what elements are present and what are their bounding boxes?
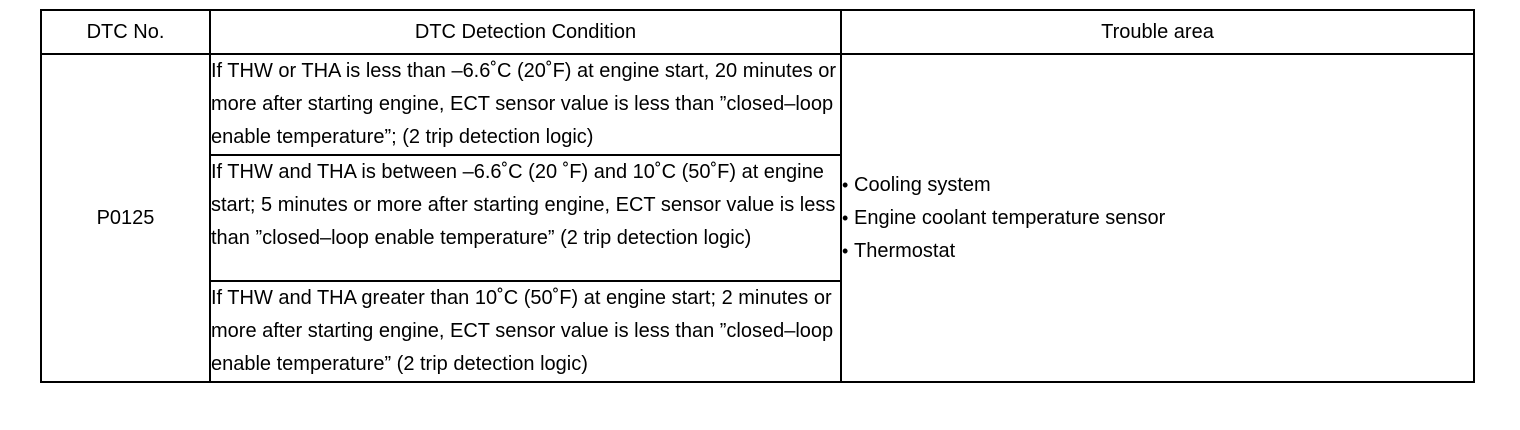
bullet-icon: • xyxy=(842,207,849,228)
dtc-code: P0125 xyxy=(41,54,210,382)
condition-cell: If THW or THA is less than –6.6˚C (20˚F) at engine start, 20 minutes or more after starting engine, ECT sensor value is less than ”closed–loop enable temperature”; (2 trip detection logic) xyxy=(210,54,841,155)
condition-cell: If THW and THA is between –6.6˚C (20 ˚F) and 10˚C (50˚F) at engine start; 5 minutes or more after starting engine, ECT sensor value is less than ”closed–loop enable temperature” (2 trip detection logic) xyxy=(210,155,841,281)
dtc-table xyxy=(40,9,1475,383)
list-item xyxy=(842,235,1473,268)
trouble-area-label: Engine coolant temperature sensor xyxy=(854,206,1166,229)
trouble-area-label: Thermostat xyxy=(854,239,956,262)
header-detection-condition: DTC Detection Condition xyxy=(210,10,841,54)
bullet-icon: • xyxy=(842,240,849,261)
trouble-area-cell xyxy=(841,54,1474,382)
trouble-area-label: Cooling system xyxy=(854,173,991,196)
header-trouble-area: Trouble area xyxy=(841,10,1474,54)
list-item xyxy=(842,169,1473,202)
list-item xyxy=(842,202,1473,235)
header-dtc-no: DTC No. xyxy=(41,10,210,54)
bullet-icon: • xyxy=(842,174,849,195)
table-row xyxy=(41,54,1474,155)
trouble-area-list xyxy=(842,169,1473,268)
condition-cell: If THW and THA greater than 10˚C (50˚F) at engine start; 2 minutes or more after starting engine, ECT sensor value is less than ”closed–loop enable temperature” (2 trip detection logic) xyxy=(210,281,841,382)
header-row xyxy=(41,10,1474,54)
